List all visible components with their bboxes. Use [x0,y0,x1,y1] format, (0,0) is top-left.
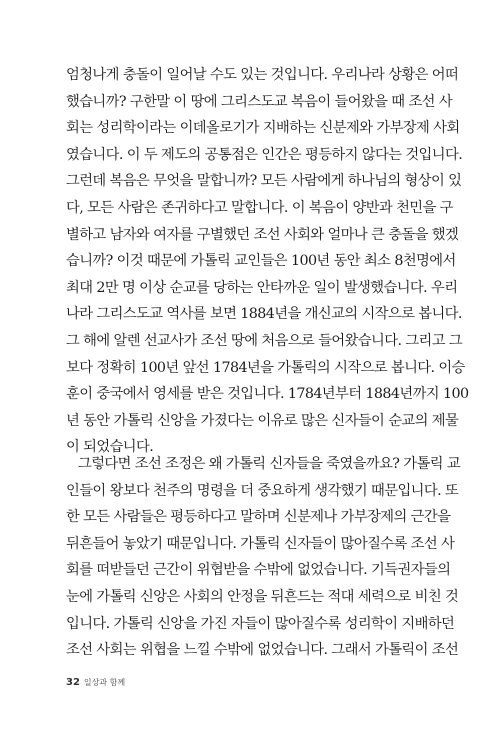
text-line: 엄청나게 충돌이 일어날 수도 있는 것입니다. 우리나라 상황은 어떠 [66,67,459,83]
text-line: 습니까? 이것 때문에 가톨릭 교인들은 100년 동안 최소 8천명에서 [66,253,456,270]
text-line: 뒤흔들어 놓았기 때문입니다. 가톨릭 신자들이 많아질수록 조선 사 [66,535,455,552]
text-line: 조선 사회는 위협을 느낄 수밖에 없었습니다. 그래서 가톨릭이 조선 [66,642,459,659]
text-line: 인들이 왕보다 천주의 명령을 더 중요하게 생각했기 때문입니다. 또 [66,482,459,499]
text-line: 훈이 중국에서 영세를 받은 것입니다. 1784년부터 1884년까지 100 [66,386,469,403]
page-footer [66,677,125,688]
paragraph-1 [66,62,469,461]
page-number: 32 [66,677,80,688]
text-line: 그런데 복음은 무엇을 말합니까? 모든 사람에게 하나님의 형상이 있 [66,173,462,190]
text-line: 회를 떠받들던 근간이 위협받을 수밖에 없었습니다. 기득권자들의 [66,562,451,579]
text-line: 했습니까? 구한말 이 땅에 그리스도교 복음이 들어왔을 때 조선 사 [66,93,453,110]
text-line: 그 해에 알렌 선교사가 조선 땅에 처음으로 들어왔습니다. 그리고 그 [66,332,463,349]
paragraph-2 [66,451,461,664]
text-line: 최대 2만 명 이상 순교를 당하는 안타까운 일이 발생했습니다. 우리 [66,279,458,296]
text-line: 년 동안 가톨릭 신앙을 가졌다는 이유로 많은 신자들이 순교의 제물 [66,412,459,429]
text-line: 입니다. 가톨릭 신앙을 가진 자들이 많아질수록 성리학이 지배하던 [66,615,455,632]
running-title: 일상과 함께 [83,678,126,687]
text-line: 다, 모든 사람은 존귀하다고 말합니다. 이 복음이 양반과 천민을 구 [66,199,453,216]
text-line: 보다 정확히 100년 앞선 1784년을 가톨릭의 시작으로 봅니다. 이승 [66,359,465,376]
text-line: 눈에 가톨릭 신앙은 사회의 안정을 뒤흔드는 적대 세력으로 비친 것 [66,588,459,605]
text-line: 별하고 남자와 여자를 구별했던 조선 사회와 얼마나 큰 충돌을 했겠 [66,226,459,243]
text-line: 나라 그리스도교 역사를 보면 1884년을 개신교의 시작으로 봅니다. [66,306,462,323]
text-line: 그렇다면 조선 조정은 왜 가톨릭 신자들을 죽였을까요? 가톨릭 교 [78,456,461,472]
text-line: 회는 성리학이라는 이데올로기가 지배하는 신분제와 가부장제 사회 [66,120,460,137]
text-line: 이 되었습니다. [66,439,154,456]
text-line: 한 모든 사람들은 평등하다고 말하며 신분제나 가부장제의 근간을 [66,509,451,526]
text-line: 였습니다. 이 두 제도의 공통점은 인간은 평등하지 않다는 것입니다. [66,146,463,163]
